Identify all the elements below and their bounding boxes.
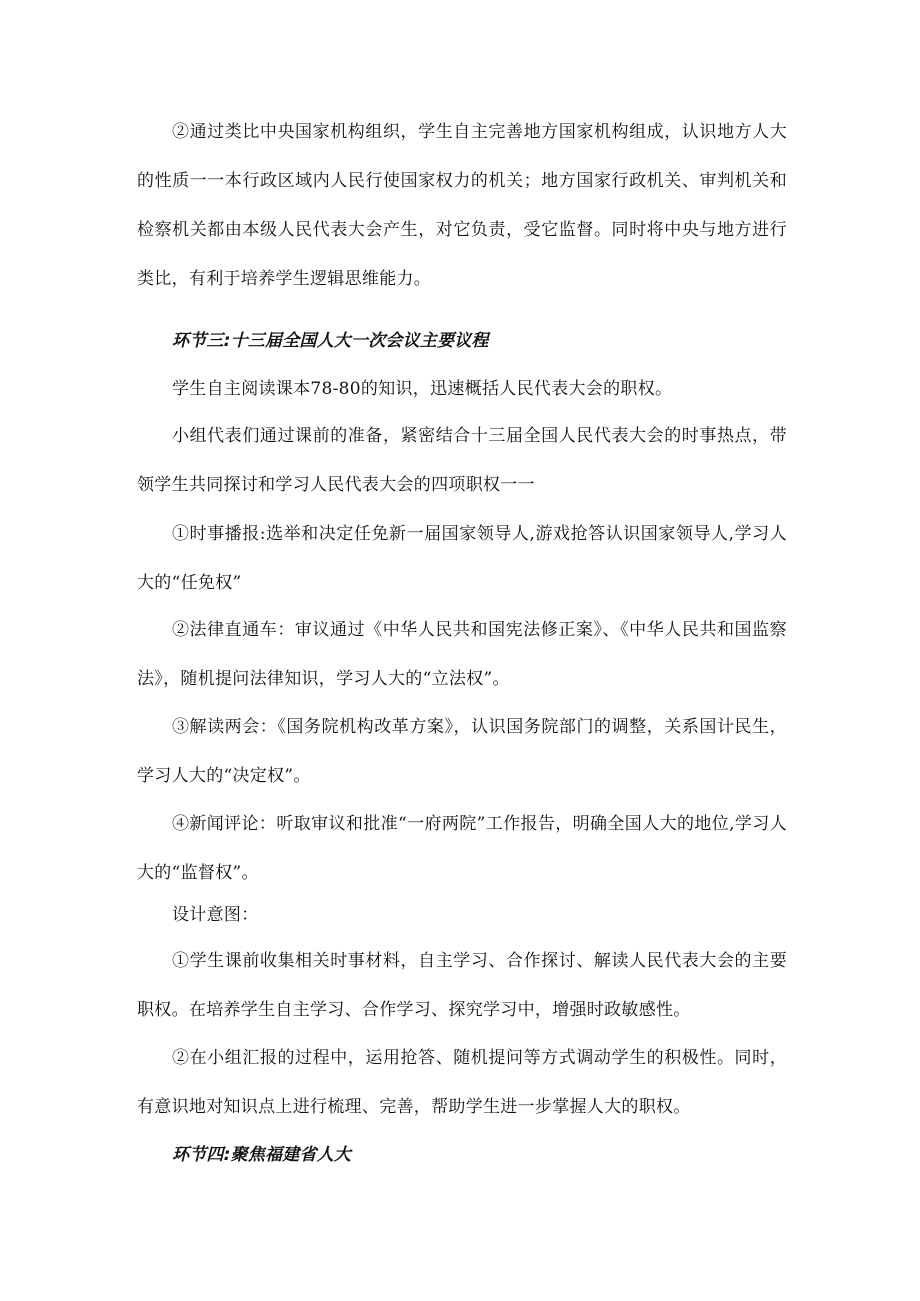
paragraph-design-intent-label: 设计意图：	[172, 905, 259, 925]
paragraph-design-intent-2: ②在小组汇报的过程中，运用抢答、随机提问等方式调动学生的积极性。同时，有意识地对知识点上进行梳理、完善，帮助学生进一步掌握人大的职权。	[137, 1048, 787, 1117]
section-heading-4: 环节四:聚焦福建省人大	[172, 1145, 351, 1165]
paragraph-self-reading: 学生自主阅读课本78-80的知识，迅速概括人民代表大会的职权。	[172, 379, 673, 399]
paragraph-appointment-power: ①时事播报:选举和决定任免新一届国家领导人,游戏抢答认识国家领导人,学习人大的“任免权”	[137, 524, 787, 593]
paragraph-decision-power: ③解读两会：《国务院机构改革方案》，认识国务院部门的调整，关系国计民生，学习人大的“决定权”。	[137, 717, 787, 786]
paragraph-supervision-power: ④新闻评论：听取审议和批准“一府两院”工作报告，明确全国人大的地位,学习人大的“监督权”。	[137, 814, 787, 883]
section-heading-3: 环节三:十三届全国人大一次会议主要议程	[172, 331, 489, 351]
paragraph-design-intent-1: ①学生课前收集相关时事材料，自主学习、合作探讨、解读人民代表大会的主要职权。在培养学生自主学习、合作学习、探究学习中，增强时政敏感性。	[137, 951, 787, 1020]
paragraph-group-intro: 小组代表们通过课前的准备，紧密结合十三届全国人民代表大会的时事热点，带领学生共同探讨和学习人民代表大会的四项职权一一	[137, 426, 787, 495]
paragraph-local-organs: ②通过类比中央国家机构组织，学生自主完善地方国家机构组成，认识地方人大的性质一一本行政区域内人民行使国家权力的机关；地方国家行政机关、审判机关和检察机关都由本级人民代表大会产生，对它负责，受它监督。同时将中央与地方进行类比，有利于培养学生逻辑思维能力。	[137, 122, 787, 289]
paragraph-legislative-power: ②法律直通车：审议通过《中华人民共和国宪法修正案》、《中华人民共和国监察法》，随机提问法律知识，学习人大的“立法权”。	[137, 620, 787, 689]
